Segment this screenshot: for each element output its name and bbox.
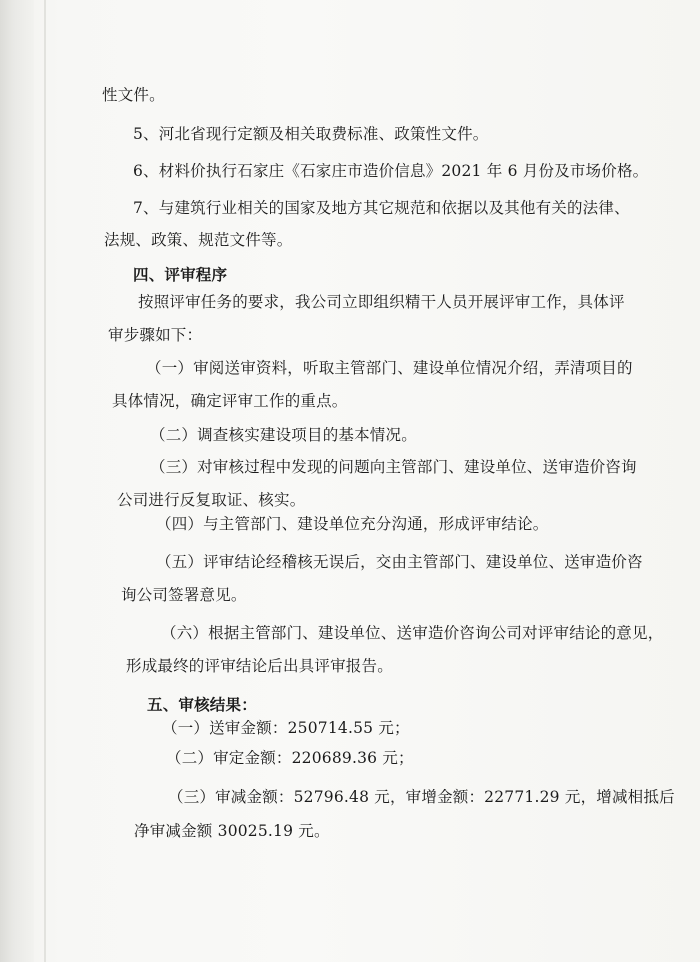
text-line: （一）审阅送审资料，听取主管部门、建设单位情况介绍，弄清项目的 <box>146 359 633 377</box>
section-heading: 五、审核结果： <box>147 696 257 714</box>
text-line: （六）根据主管部门、建设单位、送审造价咨询公司对评审结论的意见， <box>161 624 664 642</box>
text-line: 形成最终的评审结论后出具评审报告。 <box>126 657 393 675</box>
text-line: （五）评审结论经稽核无误后，交由主管部门、建设单位、送审造价咨 <box>156 553 643 571</box>
text-line: （三）对审核过程中发现的问题向主管部门、建设单位、送审造价咨询 <box>150 458 637 476</box>
section-heading: 四、评审程序 <box>133 266 228 284</box>
text-line: 5、河北省现行定额及相关取费标准、政策性文件。 <box>133 125 489 143</box>
text-line: 7、与建筑行业相关的国家及地方其它规范和依据以及其他有关的法律、 <box>133 199 630 217</box>
text-line: 按照评审任务的要求，我公司立即组织精干人员开展评审工作，具体评 <box>138 293 625 311</box>
text-line: 公司进行反复取证、核实。 <box>117 491 306 509</box>
text-line: （三）审减金额：52796.48 元，审增金额：22771.29 元，增减相抵后 <box>168 788 675 806</box>
text-line: （二）审定金额：220689.36 元； <box>166 749 414 767</box>
binding-edge <box>0 0 34 962</box>
text-line: （四）与主管部门、建设单位充分沟通，形成评审结论。 <box>156 515 549 533</box>
text-line: （二）调查核实建设项目的基本情况。 <box>150 426 417 444</box>
text-line: 6、材料价执行石家庄《石家庄市造价信息》2021 年 6 月份及市场价格。 <box>133 162 649 180</box>
text-line: 询公司签署意见。 <box>121 586 247 604</box>
text-line: （一）送审金额：250714.55 元； <box>162 719 410 737</box>
text-line: 净审减金额 30025.19 元。 <box>134 822 330 840</box>
text-line: 审步骤如下： <box>108 326 203 344</box>
text-line: 具体情况，确定评审工作的重点。 <box>112 392 348 410</box>
text-line: 性文件。 <box>102 86 165 104</box>
text-line: 法规、政策、规范文件等。 <box>104 231 293 249</box>
fold-line <box>44 0 46 962</box>
